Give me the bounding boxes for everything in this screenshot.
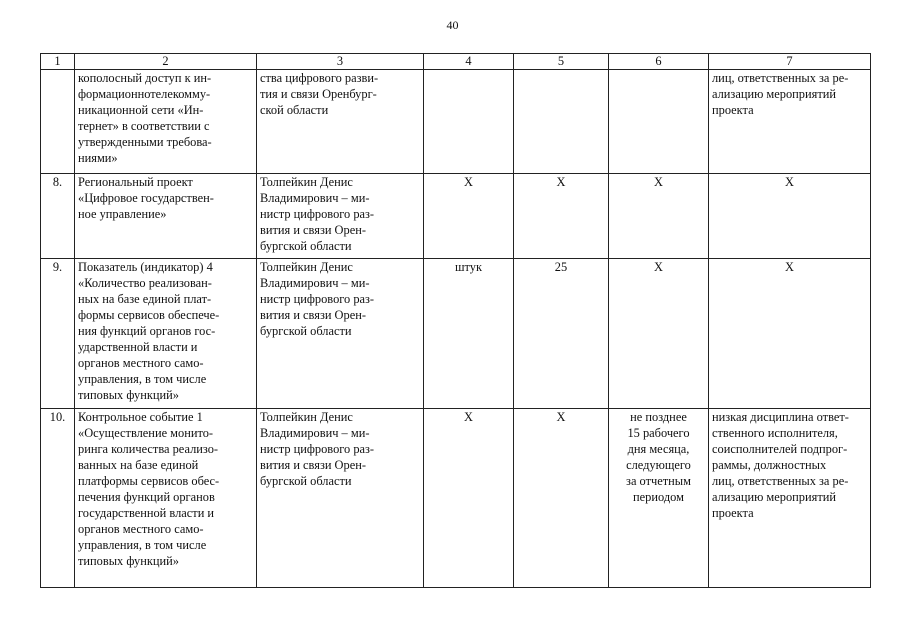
header-col-5: 5 <box>514 54 609 70</box>
risk-cell: X <box>709 174 871 259</box>
unit-cell: X <box>424 174 514 259</box>
value-cell: X <box>514 174 609 259</box>
event-description: Контрольное событие 1 «Осуществление монито- ринга количества реализо- ванных на базе единой платформы сервисов обес- печения функций органов государственной власти и органов местного само- управления, в том числе типовых функций» <box>75 409 257 588</box>
responsible-person: Толпейкин Денис Владимирович – ми- нистр цифрового раз- вития и связи Орен- бургской области <box>257 409 424 588</box>
unit-cell <box>424 70 514 174</box>
row-number: 9. <box>41 259 75 409</box>
table-row <box>41 259 871 409</box>
table-row <box>41 174 871 259</box>
deadline-cell <box>609 70 709 174</box>
page-number: 40 <box>446 18 459 32</box>
risk-cell: лиц, ответственных за ре- ализацию мероприятий проекта <box>709 70 871 174</box>
header-col-3: 3 <box>257 54 424 70</box>
table-row <box>41 409 871 588</box>
event-description: Региональный проект «Цифровое государствен- ное управление» <box>75 174 257 259</box>
header-col-4: 4 <box>424 54 514 70</box>
plan-table <box>40 53 871 588</box>
responsible-person: Толпейкин Денис Владимирович – ми- нистр цифрового раз- вития и связи Орен- бургской области <box>257 174 424 259</box>
header-col-6: 6 <box>609 54 709 70</box>
responsible-person: Толпейкин Денис Владимирович – ми- нистр цифрового раз- вития и связи Орен- бургской области <box>257 259 424 409</box>
deadline-cell: X <box>609 259 709 409</box>
unit-cell: штук <box>424 259 514 409</box>
header-col-2: 2 <box>75 54 257 70</box>
unit-cell: X <box>424 409 514 588</box>
table-row <box>41 70 871 174</box>
value-cell: X <box>514 409 609 588</box>
deadline-cell: X <box>609 174 709 259</box>
risk-cell: низкая дисциплина ответ- ственного исполнителя, соисполнителей подпрог- раммы, должностных лиц, ответственных за ре- ализацию мероприятий проекта <box>709 409 871 588</box>
responsible-person: ства цифрового разви- тия и связи Оренбург- ской области <box>257 70 424 174</box>
value-cell: 25 <box>514 259 609 409</box>
row-number: 10. <box>41 409 75 588</box>
header-row <box>41 54 871 70</box>
row-number <box>41 70 75 174</box>
row-number: 8. <box>41 174 75 259</box>
event-description: кополосный доступ к ин- формационнотелекомму- никационной сети «Ин- тернет» в соответствии с утвержденными требова- ниями» <box>75 70 257 174</box>
header-col-1: 1 <box>41 54 75 70</box>
value-cell <box>514 70 609 174</box>
event-description: Показатель (индикатор) 4 «Количество реализован- ных на базе единой плат- формы сервисов обеспече- ния функций органов гос- ударственной власти и органов местного само- управления, в том числе типовых функций» <box>75 259 257 409</box>
deadline-cell: не позднее 15 рабочего дня месяца, следующего за отчетным периодом <box>609 409 709 588</box>
header-col-7: 7 <box>709 54 871 70</box>
risk-cell: X <box>709 259 871 409</box>
